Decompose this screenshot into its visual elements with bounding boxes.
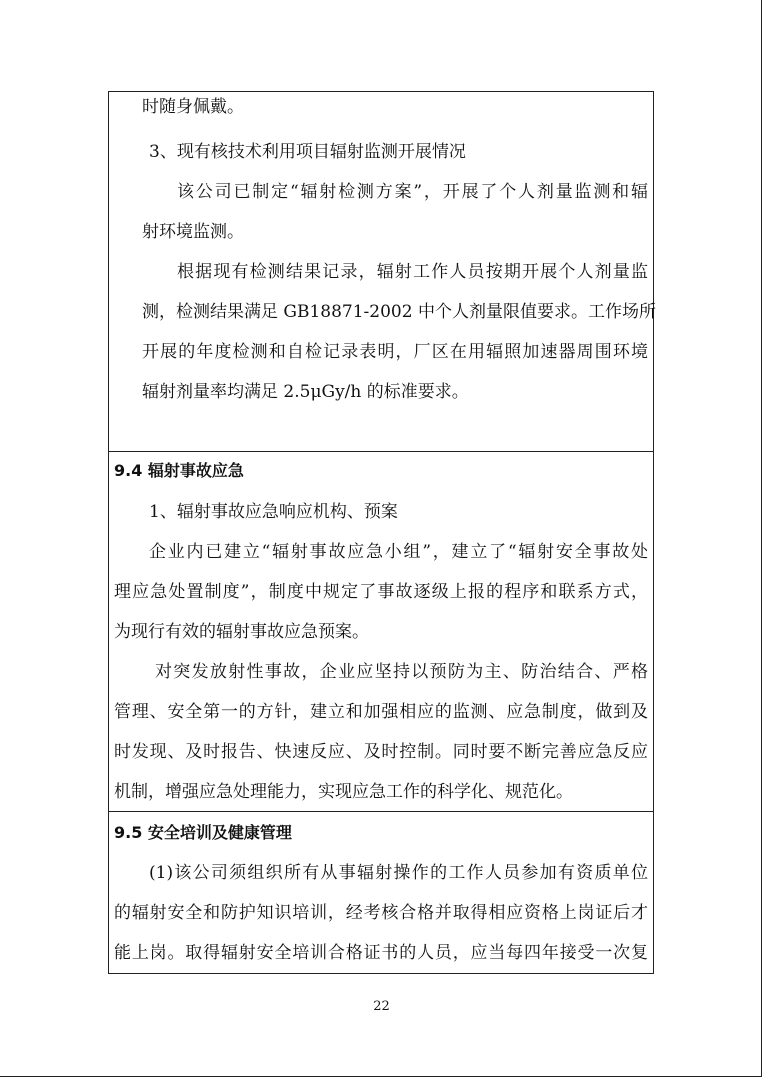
paragraph-line: 企业内已建立“辐射事故应急小组”，建立了“辐射安全事故处: [149, 542, 648, 562]
paragraph-line: 为现行有效的辐射事故应急预案。: [114, 622, 369, 642]
section-9-5-cell: [108, 811, 654, 974]
paragraph-line: 的辐射安全和防护知识培训，经考核合格并取得相应资格上岗证后才: [114, 903, 648, 923]
page-number: 22: [373, 999, 390, 1014]
paragraph-line: 时发现、及时报告、快速反应、及时控制。同时要不断完善应急反应: [114, 742, 648, 762]
paragraph-line: 对突发放射性事故，企业应坚持以预防为主、防治结合、严格: [155, 662, 648, 682]
paragraph-line: 测，检测结果满足 GB18871-2002 中个人剂量限值要求。工作场所: [142, 302, 656, 322]
paragraph-line: 理应急处置制度”，制度中规定了事故逐级上报的程序和联系方式，: [114, 582, 648, 602]
paragraph-line: (1)该公司须组织所有从事辐射操作的工作人员参加有资质单位: [149, 863, 648, 883]
section-heading: 9.4 辐射事故应急: [114, 461, 244, 480]
paragraph-line: 时随身佩戴。: [142, 97, 244, 117]
paragraph-line: 根据现有检测结果记录，辐射工作人员按期开展个人剂量监: [177, 262, 648, 282]
paragraph-line: 能上岗。取得辐射安全培训合格证书的人员，应当每四年接受一次复: [114, 943, 648, 963]
paragraph-line: 开展的年度检测和自检记录表明，厂区在用辐照加速器周围环境: [142, 342, 648, 362]
paragraph-line: 射环境监测。: [142, 222, 244, 242]
section-heading: 9.5 安全培训及健康管理: [114, 823, 292, 842]
paragraph-line: 辐射剂量率均满足 2.5μGy/h 的标准要求。: [142, 382, 469, 402]
section-9-4-cell: [108, 451, 654, 812]
paragraph-line: 管理、安全第一的方针，建立和加强相应的监测、应急制度，做到及: [114, 702, 648, 722]
paragraph-line: 机制，增强应急处理能力，实现应急工作的科学化、规范化。: [114, 782, 573, 802]
subheading-line: 3、现有核技术利用项目辐射监测开展情况: [149, 142, 466, 162]
subheading-line: 1、辐射事故应急响应机构、预案: [149, 502, 398, 522]
paragraph-line: 该公司已制定“辐射检测方案”，开展了个人剂量监测和辐: [177, 182, 648, 202]
section-9-3-cell: [108, 91, 654, 452]
